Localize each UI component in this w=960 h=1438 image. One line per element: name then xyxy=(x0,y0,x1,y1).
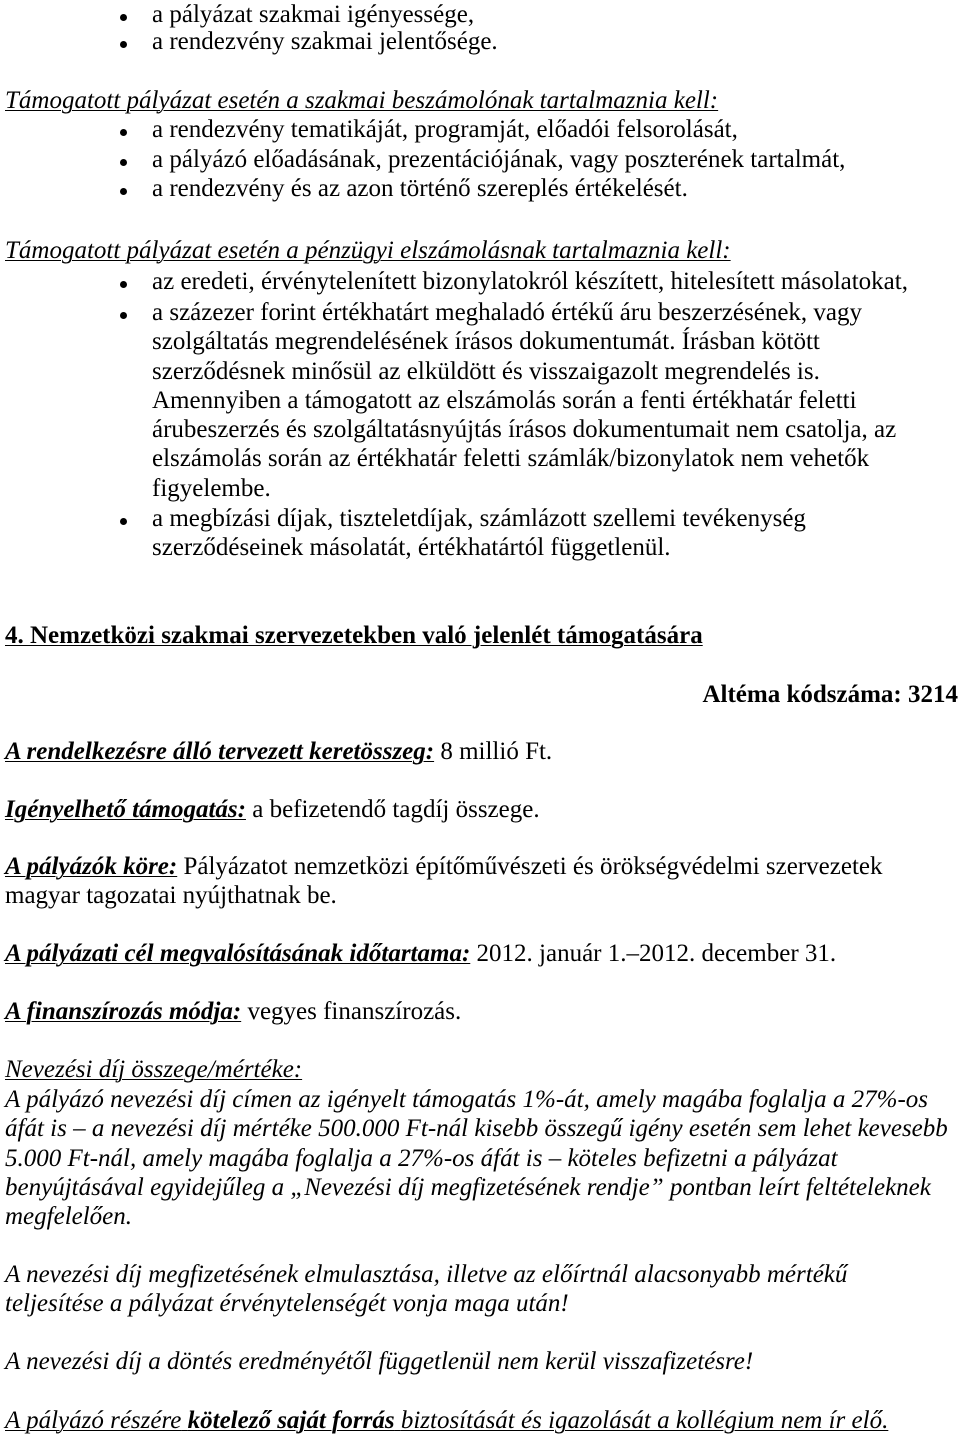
bullet-icon xyxy=(120,518,127,525)
paragraph-line: teljesítése a pályázat érvénytelenségét vonja maga után! xyxy=(5,1290,569,1318)
entry-fee-label: Nevezési díj összege/mértéke: xyxy=(5,1056,303,1083)
paragraph-line: megfelelően. xyxy=(5,1203,133,1231)
list-item-line: szolgáltatás megrendelésének írásos dokumentumát. Írásban kötött xyxy=(152,328,820,356)
financing-value: vegyes finanszírozás. xyxy=(247,998,462,1025)
own-source-before: A pályázó részére xyxy=(5,1407,182,1434)
bullet-icon xyxy=(120,159,127,166)
own-source-emphasis: kötelező saját forrás xyxy=(187,1407,395,1434)
paragraph-line: áfát is – a nevezési díj mértéke 500.000 Ft-nál kisebb összegű igény esetén sem lehet kevesebb xyxy=(5,1115,948,1143)
paragraph-line: 5.000 Ft-nál, amely magába foglalja a 27%-os áfát is – köteles befizetni a pályázat xyxy=(5,1144,838,1172)
section-title xyxy=(5,621,958,650)
list-item xyxy=(5,298,958,503)
list-item xyxy=(5,145,958,174)
duration-label: A pályázati cél megvalósításának időtartama: xyxy=(5,940,471,967)
fee-no-refund-note xyxy=(5,1347,958,1376)
list-item xyxy=(5,504,958,563)
financing-label: A finanszírozás módja: xyxy=(5,998,242,1025)
bullet-icon xyxy=(120,281,127,288)
list-item xyxy=(5,0,958,29)
paragraph-line: A pályázó nevezési díj címen az igényelt támogatás 1%-át, amely magába foglalja a 27%-os xyxy=(5,1086,928,1113)
entry-fee-heading xyxy=(5,1055,958,1084)
list-item xyxy=(5,174,958,203)
financing-line xyxy=(5,997,958,1026)
subtopic-code-label: Altéma kódszáma: xyxy=(702,681,902,708)
support-row xyxy=(5,795,958,824)
duration-row xyxy=(5,939,958,968)
list-item-line: Amennyiben a támogatott az elszámolás során a fenti értékhatár feletti xyxy=(152,386,857,414)
bullet-icon xyxy=(120,14,127,21)
paragraph-line: benyújtásával egyidejűleg a „Nevezési díj megfizetésének rendje” pontban leírt feltételeknek xyxy=(5,1173,931,1201)
report-requirements-heading xyxy=(5,86,958,115)
bullet-icon xyxy=(120,312,127,319)
support-line xyxy=(5,795,958,824)
support-value: a befizetendő tagdíj összege. xyxy=(252,796,540,823)
bullet-icon xyxy=(120,188,127,195)
list-item-text: a pályázó előadásának, prezentációjának, vagy poszterének tartalmát, xyxy=(152,146,846,173)
list-item-text: a pályázat szakmai igényessége, xyxy=(152,1,475,28)
paragraph-line: A nevezési díj a döntés eredményétől függetlenül nem kerül visszafizetésre! xyxy=(5,1348,754,1375)
list-item-line: a megbízási díjak, tiszteletdíjak, számlázott szellemi tevékenység xyxy=(152,505,806,532)
fee-warning-paragraph xyxy=(5,1260,958,1319)
applicants-value-continued: magyar tagozatai nyújthatnak be. xyxy=(5,882,337,910)
duration-line xyxy=(5,939,958,968)
financial-requirements-heading xyxy=(5,236,958,265)
list-item xyxy=(5,115,958,144)
financing-row xyxy=(5,997,958,1026)
subtopic-code-row xyxy=(5,680,958,709)
list-item-text: a rendezvény tematikáját, programját, előadói felsorolását, xyxy=(152,116,738,143)
list-item xyxy=(5,27,958,56)
support-label: Igényelhető támogatás: xyxy=(5,796,246,823)
list-item-line: szerződéseinek másolatát, értékhatártól függetlenül. xyxy=(152,534,671,562)
heading-text: Támogatott pályázat esetén a pénzügyi elszámolásnak tartalmaznia kell: xyxy=(5,237,731,264)
bullet-icon xyxy=(120,129,127,136)
list-item-line: árubeszerzés és szolgáltatásnyújtás írásos dokumentumait nem csatolja, az xyxy=(152,416,897,444)
paragraph-line: A nevezési díj megfizetésének elmulasztása, illetve az előírtnál alacsonyabb mértékű xyxy=(5,1261,848,1288)
list-item-line: a százezer forint értékhatárt meghaladó értékű áru beszerzésének, vagy xyxy=(152,299,863,326)
list-item xyxy=(5,267,958,296)
applicants-label: A pályázók köre: xyxy=(5,853,178,880)
budget-label: A rendelkezésre álló tervezett keretösszeg: xyxy=(5,738,435,765)
list-item-line: elszámolás során az értékhatár feletti számlák/bizonylatok nem vehetők xyxy=(152,445,870,473)
entry-fee-paragraph xyxy=(5,1085,958,1231)
own-source-line xyxy=(5,1406,958,1435)
heading-text: Támogatott pályázat esetén a szakmai beszámolónak tartalmaznia kell: xyxy=(5,87,719,114)
list-item-line: figyelembe. xyxy=(152,474,271,502)
list-item-line: szerződésnek minősül az elküldött és visszaigazolt megrendelés is. xyxy=(152,357,820,385)
subtopic-code xyxy=(5,680,958,709)
duration-value: 2012. január 1.–2012. december 31. xyxy=(476,940,837,967)
applicants-value: Pályázatot nemzetközi építőművészeti és örökségvédelmi szervezetek xyxy=(183,853,883,880)
list-item-text: a rendezvény és az azon történő szereplés értékelését. xyxy=(152,175,688,202)
section-title-text: 4. Nemzetközi szakmai szervezetekben való jelenlét támogatására xyxy=(5,622,703,649)
budget-line xyxy=(5,737,958,766)
budget-value: 8 millió Ft. xyxy=(440,738,553,765)
bullet-icon xyxy=(120,41,127,48)
applicants-line xyxy=(5,852,958,881)
budget-row xyxy=(5,737,958,766)
list-item-line: az eredeti, érvénytelenített bizonylatokról készített, hitelesített másolatokat, xyxy=(152,268,908,295)
subtopic-code-value: 3214 xyxy=(908,681,958,708)
own-source-after: biztosítását és igazolását a kollégium nem ír elő. xyxy=(400,1407,889,1434)
list-item-text: a rendezvény szakmai jelentősége. xyxy=(152,28,498,55)
applicants-row xyxy=(5,852,958,911)
own-source-note xyxy=(5,1406,958,1435)
